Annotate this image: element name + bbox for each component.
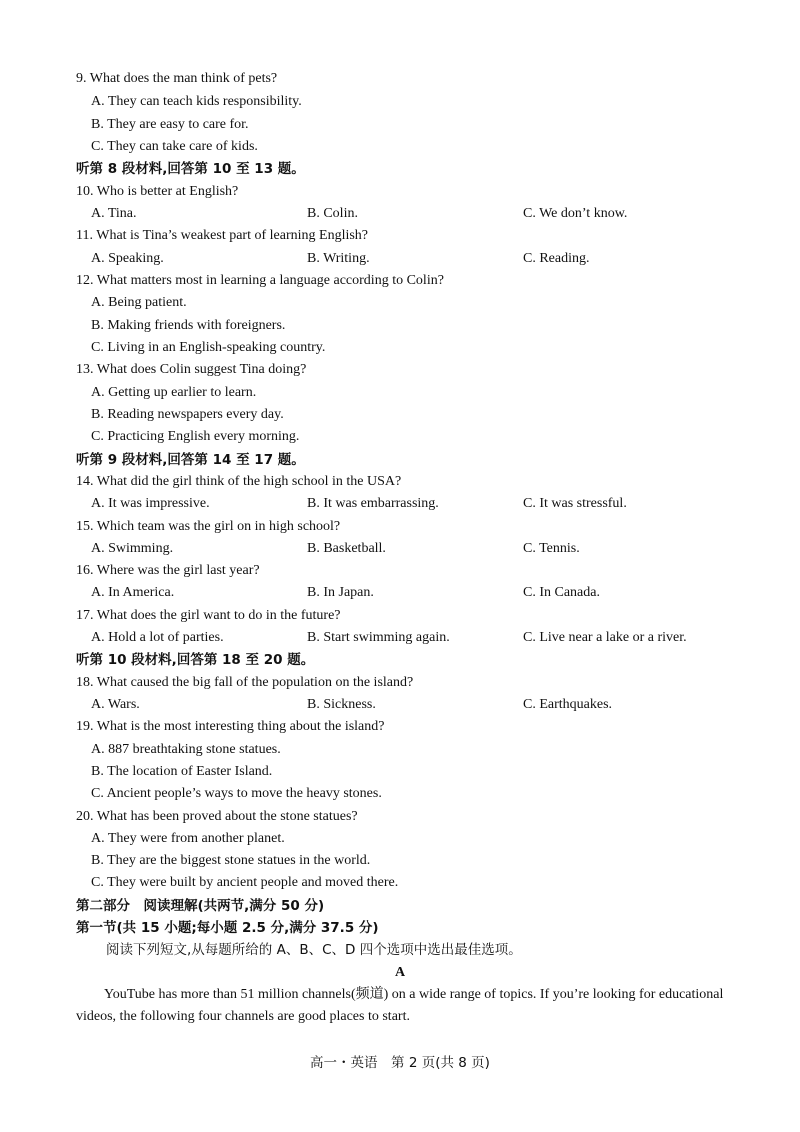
q12-option-c: C. Living in an English-speaking country. — [91, 340, 326, 355]
part-2-heading: 第二部分 阅读理解(共两节,满分 50 分) — [76, 898, 325, 914]
q13-option-b: B. Reading newspapers every day. — [91, 407, 284, 422]
section-8-instruction: 听第 8 段材料,回答第 10 至 13 题。 — [76, 161, 305, 177]
q20-option-c: C. They were built by ancient people and moved there. — [91, 875, 399, 890]
section-10-instruction: 听第 10 段材料,回答第 18 至 20 题。 — [76, 652, 315, 668]
section-1-heading: 第一节(共 15 小题;每小题 2.5 分,满分 37.5 分) — [76, 920, 379, 936]
q14-option-a: A. It was impressive. — [91, 496, 210, 511]
q17-option-c: C. Live near a lake or a river. — [523, 630, 687, 645]
q20-option-a: A. They were from another planet. — [91, 831, 285, 846]
question-18: 18. What caused the big fall of the population on the island? — [76, 675, 414, 690]
q15-option-c: C. Tennis. — [523, 541, 580, 556]
q9-option-a: A. They can teach kids responsibility. — [91, 94, 302, 109]
q16-option-c: C. In Canada. — [523, 585, 600, 600]
question-9: 9. What does the man think of pets? — [76, 71, 278, 86]
q12-option-b: B. Making friends with foreigners. — [91, 318, 286, 333]
question-12: 12. What matters most in learning a language according to Colin? — [76, 273, 444, 288]
q10-option-c: C. We don’t know. — [523, 206, 628, 221]
question-14: 14. What did the girl think of the high school in the USA? — [76, 474, 402, 489]
q19-option-a: A. 887 breathtaking stone statues. — [91, 742, 281, 757]
q15-option-a: A. Swimming. — [91, 541, 174, 556]
q10-option-a: A. Tina. — [91, 206, 137, 221]
passage-paragraph: YouTube has more than 51 million channels(频道) on a wide range of topics. If you’re looking for educational videos, the following four channels are good places to start. — [76, 987, 724, 1024]
q11-option-a: A. Speaking. — [91, 251, 164, 266]
q13-option-c: C. Practicing English every morning. — [91, 429, 300, 444]
reading-instruction: 阅读下列短文,从每题所给的 A、B、C、D 四个选项中选出最佳选项。 — [106, 942, 522, 958]
q15-option-b: B. Basketball. — [307, 541, 386, 556]
q11-option-c: C. Reading. — [523, 251, 590, 266]
q9-option-b: B. They are easy to care for. — [91, 117, 249, 132]
q18-option-a: A. Wars. — [91, 697, 140, 712]
q12-option-a: A. Being patient. — [91, 295, 187, 310]
question-16: 16. Where was the girl last year? — [76, 563, 260, 578]
q11-option-b: B. Writing. — [307, 251, 370, 266]
q19-option-b: B. The location of Easter Island. — [91, 764, 273, 779]
question-13: 13. What does Colin suggest Tina doing? — [76, 362, 307, 377]
q14-option-c: C. It was stressful. — [523, 496, 627, 511]
question-15: 15. Which team was the girl on in high school? — [76, 519, 341, 534]
question-10: 10. Who is better at English? — [76, 184, 239, 199]
q18-option-c: C. Earthquakes. — [523, 697, 613, 712]
q17-option-b: B. Start swimming again. — [307, 630, 450, 645]
page-footer: 高一・英语 第 2 页(共 8 页) — [310, 1055, 490, 1071]
passage-title: A — [394, 965, 406, 980]
q10-option-b: B. Colin. — [307, 206, 358, 221]
question-17: 17. What does the girl want to do in the future? — [76, 608, 341, 623]
q17-option-a: A. Hold a lot of parties. — [91, 630, 224, 645]
q13-option-a: A. Getting up earlier to learn. — [91, 385, 257, 400]
question-11: 11. What is Tina’s weakest part of learning English? — [76, 228, 369, 243]
section-9-instruction: 听第 9 段材料,回答第 14 至 17 题。 — [76, 452, 305, 468]
q20-option-b: B. They are the biggest stone statues in the world. — [91, 853, 371, 868]
question-19: 19. What is the most interesting thing about the island? — [76, 719, 385, 734]
q14-option-b: B. It was embarrassing. — [307, 496, 439, 511]
question-20: 20. What has been proved about the stone statues? — [76, 809, 358, 824]
q18-option-b: B. Sickness. — [307, 697, 376, 712]
q16-option-b: B. In Japan. — [307, 585, 374, 600]
q9-option-c: C. They can take care of kids. — [91, 139, 258, 154]
q19-option-c: C. Ancient people’s ways to move the heavy stones. — [91, 786, 382, 801]
q16-option-a: A. In America. — [91, 585, 175, 600]
